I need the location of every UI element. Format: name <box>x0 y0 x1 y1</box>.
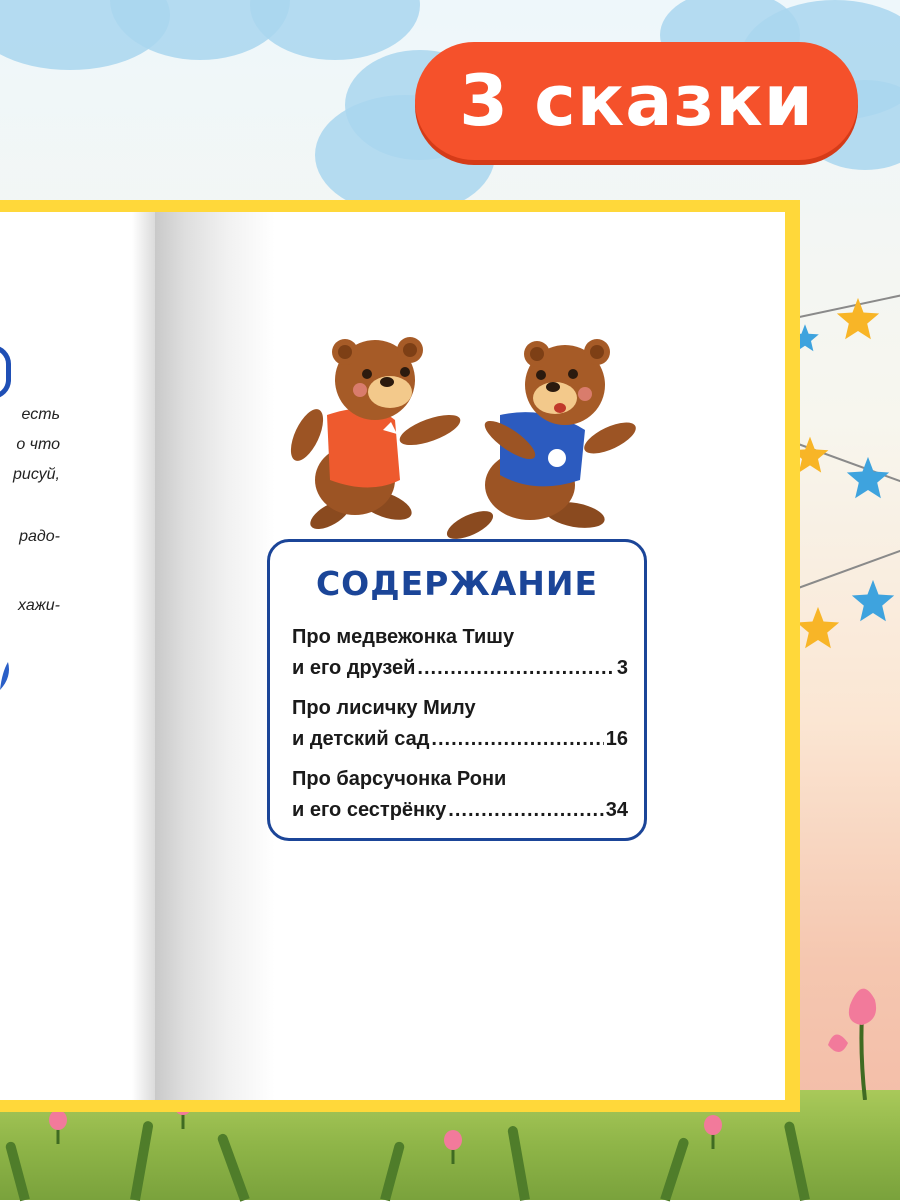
flower-icon <box>45 1110 71 1144</box>
text-fragment: есть <box>21 406 60 423</box>
contents-title: СОДЕРЖАНИЕ <box>315 564 599 603</box>
bear-right <box>443 339 640 545</box>
star-icon <box>845 455 891 501</box>
text-fragment: о что <box>16 436 60 453</box>
contents-page-number: 34 <box>605 799 628 821</box>
contents-item-subtitle: и его друзей <box>292 657 416 679</box>
text-fragment: радо- <box>19 528 60 545</box>
title-banner <box>415 42 858 160</box>
contents-item-title: Про барсучонка Рони <box>292 768 507 790</box>
star-icon <box>795 605 841 651</box>
contents-item-subtitle: и детский сад <box>292 728 430 750</box>
contents-item-title: Про лисичку Милу <box>292 697 476 719</box>
flower-icon <box>440 1130 466 1164</box>
leader-dots <box>431 724 603 755</box>
feather-icon <box>0 662 14 692</box>
contents-page-number: 3 <box>616 657 628 679</box>
leader-dots <box>448 795 603 826</box>
text-fragment: рисуй, <box>13 466 60 483</box>
star-icon <box>850 578 896 624</box>
bear-left <box>284 337 464 535</box>
left-page-text <box>0 400 60 630</box>
text-fragment: хажи- <box>18 597 60 614</box>
flower-icon <box>820 975 900 1100</box>
contents-item[interactable] <box>292 764 628 826</box>
book-gutter <box>155 212 275 1100</box>
contents-page-number: 16 <box>605 728 628 750</box>
table-of-contents <box>267 539 647 841</box>
leader-dots <box>417 653 614 684</box>
contents-item-title: Про медвежонка Тишу <box>292 626 515 648</box>
banner-title: 3 сказки <box>459 60 814 142</box>
contents-item-subtitle: и его сестрёнку <box>292 799 447 821</box>
contents-item[interactable] <box>292 693 628 755</box>
flower-icon <box>700 1115 726 1149</box>
star-icon <box>835 296 881 342</box>
contents-item[interactable] <box>292 622 628 684</box>
bears-illustration <box>275 330 655 545</box>
